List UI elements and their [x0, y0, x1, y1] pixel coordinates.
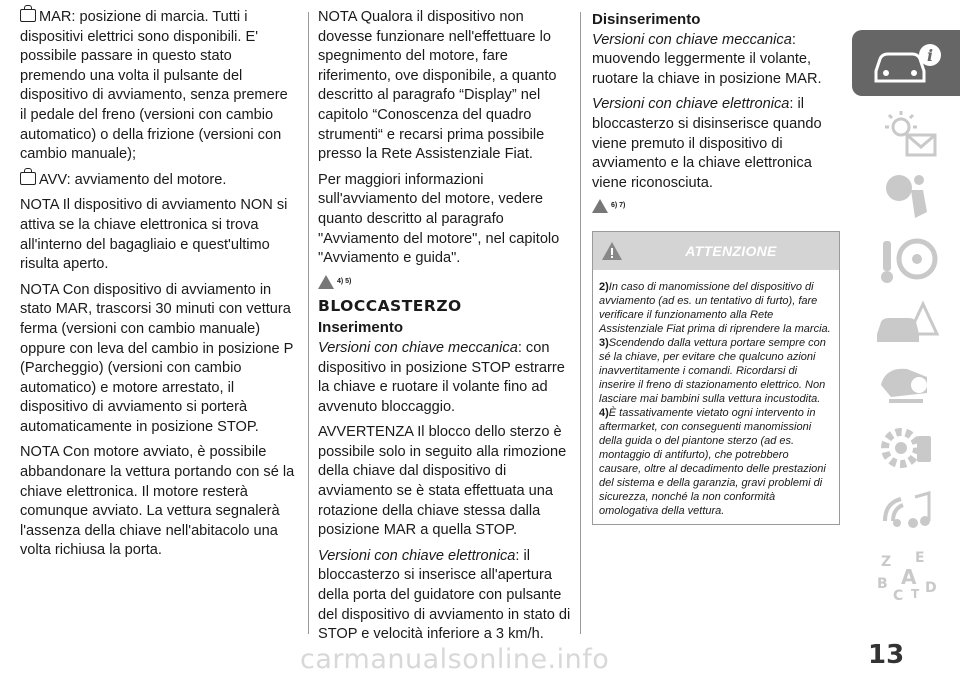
attention-item-num: 2) [599, 281, 609, 294]
key-icon [20, 9, 36, 22]
mech-text: : con dispositivo in posizione STOP estrarre la chiave e ruotare il volante fino ad avvenuto bloccaggio. [318, 339, 565, 415]
warning-triangle-icon [592, 199, 608, 213]
note-3: NOTA Con motore avviato, è possibile abbandonare la vettura portando con sé la chiave elettronica. Il motore resterà comunque avviato. La vettura segnalerà l'assenza della chiave nell'abitacolo una volta richiusa la porta. [20, 444, 295, 559]
svg-text:T: T [911, 587, 920, 601]
attention-item [599, 336, 833, 406]
avv-text: AVV: avviamento del motore. [39, 171, 227, 188]
attention-item-text: In caso di manomissione del dispositivo di avviamento (ad es. un tentativo di furto), fare verificare il funzionamento alla Rete Assistenziale Fiat prima di riprendere la marcia. [599, 281, 831, 336]
svg-text:B: B [877, 576, 888, 592]
elec-text: : il bloccasterzo si disinserisce quando viene premuto il dispositivo di avviamento e la chiave elettronica viene riconosciuta. [592, 96, 822, 191]
attention-item [599, 280, 833, 336]
column-divider [308, 12, 309, 634]
mar-text: MAR: posizione di marcia. Tutti i dispositivi elettrici sono disponibili. E' possibile passare in questo stato premendo una volta il pulsante del dispositivo di avviamento, senza premere il pedale del freno (versioni con cambio automatico) o della frizione (versioni con cambio manuale); [20, 9, 288, 163]
note-2: NOTA Con dispositivo di avviamento in stato MAR, trascorsi 30 minuti con vettura ferma (versioni con cambio manuale) oppure con leva del cambio in posizione P (Parcheggio) (versioni con cambio automatico) e motore arrestato, il dispositivo di avviamento si porterà automaticamente in posizione STOP. [20, 281, 294, 435]
page-number: 13 [868, 640, 905, 670]
svg-text:D: D [925, 580, 937, 596]
warning-paragraph: AVVERTENZA Il blocco dello sterzo è possibile solo in seguito alla rimozione della chiave dal dispositivo di avviamento se è stata effettuata una rotazione della chiave stessa dalla posizione MAR a quella STOP. [318, 424, 567, 539]
svg-text:A: A [901, 565, 917, 589]
warning-refs-text: 6) 7) [611, 202, 626, 210]
mech-paragraph [592, 31, 840, 90]
attention-body [593, 270, 839, 524]
multimedia-icon[interactable] [852, 480, 960, 542]
attention-item-num: 4) [599, 407, 609, 420]
column-3 [592, 8, 840, 525]
attention-item-text: È tassativamente vietato ogni intervento in aftermarket, con conseguenti manomissioni della guida o del piantone sterzo (ad es. montaggio di antifurto), che potrebbero causare, oltre al decadimento delle prestazioni del sistema e della garanzia, gravi problemi di sicurezza, nonché la non conformità omologativa della vettura. [599, 407, 826, 518]
car-info-icon[interactable] [852, 30, 960, 96]
mech-paragraph [318, 339, 576, 417]
svg-text:C: C [893, 588, 904, 602]
safety-airbag-icon[interactable] [852, 165, 960, 227]
mech-label: Versioni con chiave meccanica [318, 339, 518, 356]
attention-box [592, 231, 840, 525]
chapter-sidebar [852, 30, 960, 606]
column-1 [20, 8, 296, 567]
subheading-disinserimento: Disinserimento [592, 11, 701, 28]
svg-text:E: E [915, 550, 925, 566]
mech-text: : muovendo leggermente il volante, ruotare la chiave in posizione MAR. [592, 31, 822, 87]
elec-label: Versioni con chiave elettronica [318, 547, 516, 564]
watermark: carmanualsonline.info [300, 644, 610, 675]
service-tools-icon[interactable] [852, 354, 960, 416]
mar-paragraph [20, 8, 296, 165]
note-1: NOTA Il dispositivo di avviamento NON si attiva se la chiave elettronica si trova all'interno del bagagliaio e quest'ultimo risulta aperto. [20, 197, 288, 273]
info-paragraph: Per maggiori informazioni sull'avviamento del motore, vedere quanto descritto al paragrafo "Avviamento del motore", nel capitolo "Avviamento e guida". [318, 171, 560, 267]
warning-car-icon[interactable] [852, 291, 960, 353]
index-icon[interactable] [852, 543, 960, 605]
dashboard-lights-icon[interactable] [852, 102, 960, 164]
technical-data-icon[interactable] [852, 417, 960, 479]
warning-refs [592, 199, 840, 213]
attention-item-num: 3) [599, 337, 609, 350]
attention-header [593, 232, 839, 270]
attention-title: ATTENZIONE [685, 242, 777, 259]
subheading-inserimento: Inserimento [318, 319, 404, 337]
note-4: NOTA Qualora il dispositivo non dovesse funzionare nell'effettuare lo spegnimento del motore, fare riferimento, ove disponibile, a quanto descritto al paragrafo “Display” nel capitolo “Conoscenza del quadro strumenti“ e recarsi prima possibile presso la Rete Assistenziale Fiat. [318, 9, 557, 163]
warning-triangle-icon [318, 275, 334, 289]
elec-paragraph [318, 547, 576, 645]
warning-triangle-icon [601, 241, 623, 261]
attention-item-text: Scendendo dalla vettura portare sempre con sé la chiave, per evitare che qualcuno azioni inavvertitamente i comandi. Ricordarsi di inserire il freno di stazionamento elettrico. Non lasciare mai bambini sulla vettura incustodita. [599, 337, 826, 406]
mech-label: Versioni con chiave meccanica [592, 31, 792, 48]
warning-refs-text: 4) 5) [337, 277, 352, 285]
column-divider [580, 12, 581, 634]
column-2 [318, 8, 576, 651]
elec-text: : il bloccasterzo si inserisce all'apertura della porta del guidatore con pulsante del dispositivo di avviamento in stato di STOP e velocità inferiore a 3 km/h. [318, 547, 571, 643]
attention-item [599, 406, 833, 518]
section-heading: BLOCCASTERZO [318, 296, 462, 315]
avv-paragraph [20, 171, 296, 191]
key-icon [20, 172, 36, 185]
elec-label: Versioni con chiave elettronica [592, 96, 790, 113]
ignition-steering-icon[interactable] [852, 228, 960, 290]
warning-refs [318, 275, 576, 289]
svg-text:i: i [927, 46, 934, 65]
svg-text:Z: Z [881, 554, 892, 570]
elec-paragraph [592, 95, 840, 193]
